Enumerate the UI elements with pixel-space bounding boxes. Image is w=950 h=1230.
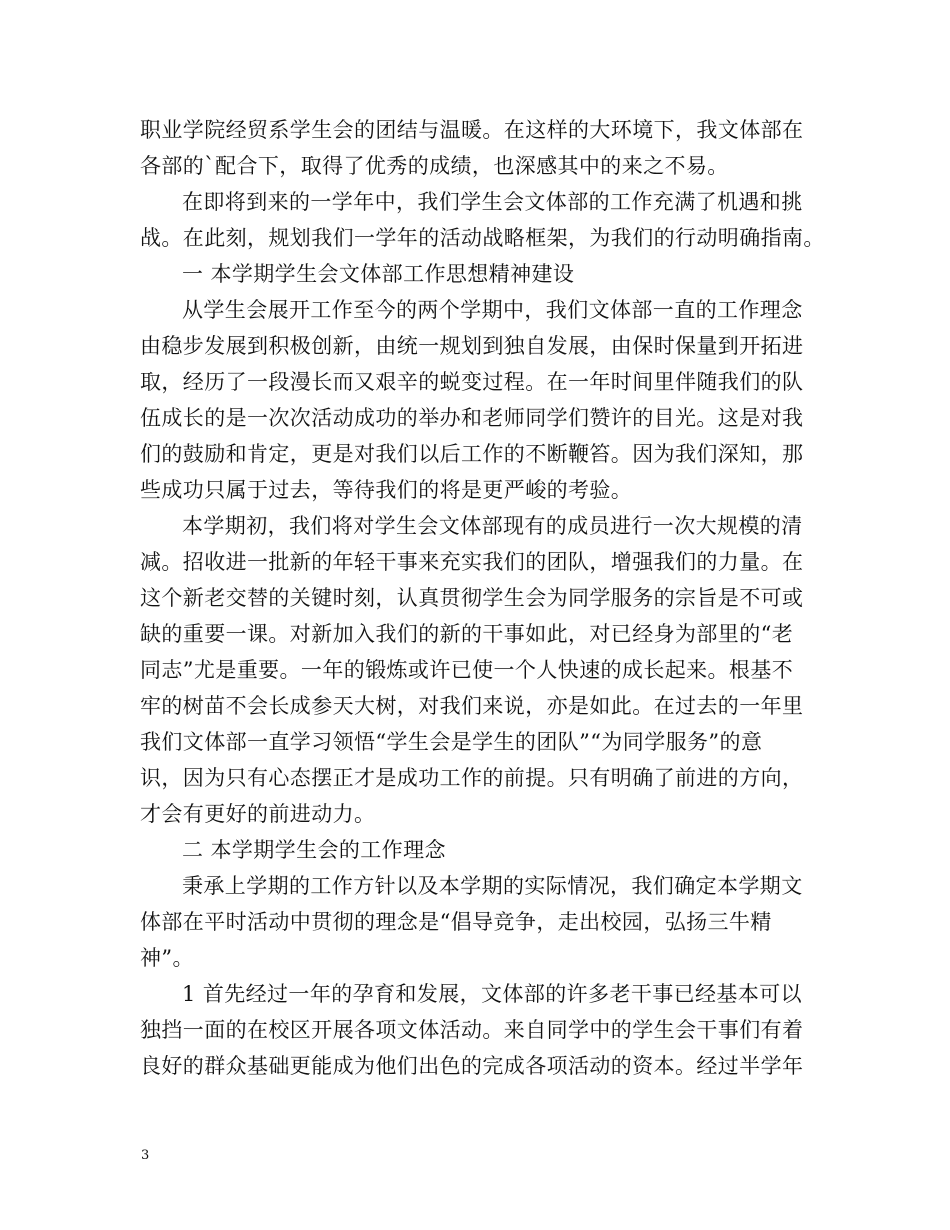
text-line: 本学期初，我们将对学生会文体部现有的成员进行一次大规模的清 <box>182 514 803 538</box>
text-line: 牢的树苗不会长成参天大树，对我们来说，亦是如此。在过去的一年里 <box>140 694 804 718</box>
text-line: 减。招收进一批新的年轻干事来充实我们的团队，增强我们的力量。在 <box>140 550 804 574</box>
page-number: 3 <box>141 1148 150 1163</box>
text-line: 战。在此刻，规划我们一学年的活动战略框架，为我们的行动明确指南。 <box>140 226 825 250</box>
text-line: 识，因为只有心态摆正才是成功工作的前提。只有明确了前进的方向， <box>140 766 804 790</box>
text-line: 1 首先经过一年的孕育和发展，文体部的许多老干事已经基本可以 <box>182 982 803 1006</box>
text-line: 伍成长的是一次次活动成功的举办和老师同学们赞许的目光。这是对我 <box>140 406 804 430</box>
text-line: 同志”尤是重要。一年的锻炼或许已使一个人快速的成长起来。根基不 <box>140 658 794 682</box>
text-line: 各部的`配合下，取得了优秀的成绩，也深感其中的来之不易。 <box>140 154 729 178</box>
text-line: 才会有更好的前进动力。 <box>140 802 376 826</box>
body-text <box>140 112 825 1084</box>
text-line: 这个新老交替的关键时刻，认真贯彻学生会为同学服务的宗旨是不可或 <box>140 586 804 610</box>
text-line: 神”。 <box>140 946 194 970</box>
text-line: 秉承上学期的工作方针以及本学期的实际情况，我们确定本学期文 <box>182 874 803 898</box>
text-line: 们的鼓励和肯定，更是对我们以后工作的不断鞭笞。因为我们深知，那 <box>140 442 804 466</box>
text-line: 二 本学期学生会的工作理念 <box>182 838 446 862</box>
text-line: 独挡一面的在校区开展各项文体活动。来自同学中的学生会干事们有着 <box>140 1018 804 1042</box>
text-line: 一 本学期学生会文体部工作思想精神建设 <box>182 262 575 286</box>
text-line: 良好的群众基础更能成为他们出色的完成各项活动的资本。经过半学年 <box>140 1054 804 1078</box>
text-line: 取，经历了一段漫长而又艰辛的蜕变过程。在一年时间里伴随我们的队 <box>140 370 804 394</box>
text-line: 些成功只属于过去，等待我们的将是更严峻的考验。 <box>140 478 633 502</box>
text-line: 从学生会展开工作至今的两个学期中，我们文体部一直的工作理念 <box>182 298 803 322</box>
text-line: 缺的重要一课。对新加入我们的新的干事如此，对已经身为部里的“老 <box>140 622 794 646</box>
text-line: 体部在平时活动中贯彻的理念是“倡导竞争，走出校园，弘扬三牛精 <box>140 910 772 934</box>
text-line: 由稳步发展到积极创新，由统一规划到独自发展，由保时保量到开拓进 <box>140 334 804 358</box>
text-line: 在即将到来的一学年中，我们学生会文体部的工作充满了机遇和挑 <box>182 190 803 214</box>
text-line: 职业学院经贸系学生会的团结与温暖。在这样的大环境下，我文体部在 <box>140 118 804 142</box>
text-line: 我们文体部一直学习领悟“学生会是学生的团队”“为同学服务”的意 <box>140 730 763 754</box>
